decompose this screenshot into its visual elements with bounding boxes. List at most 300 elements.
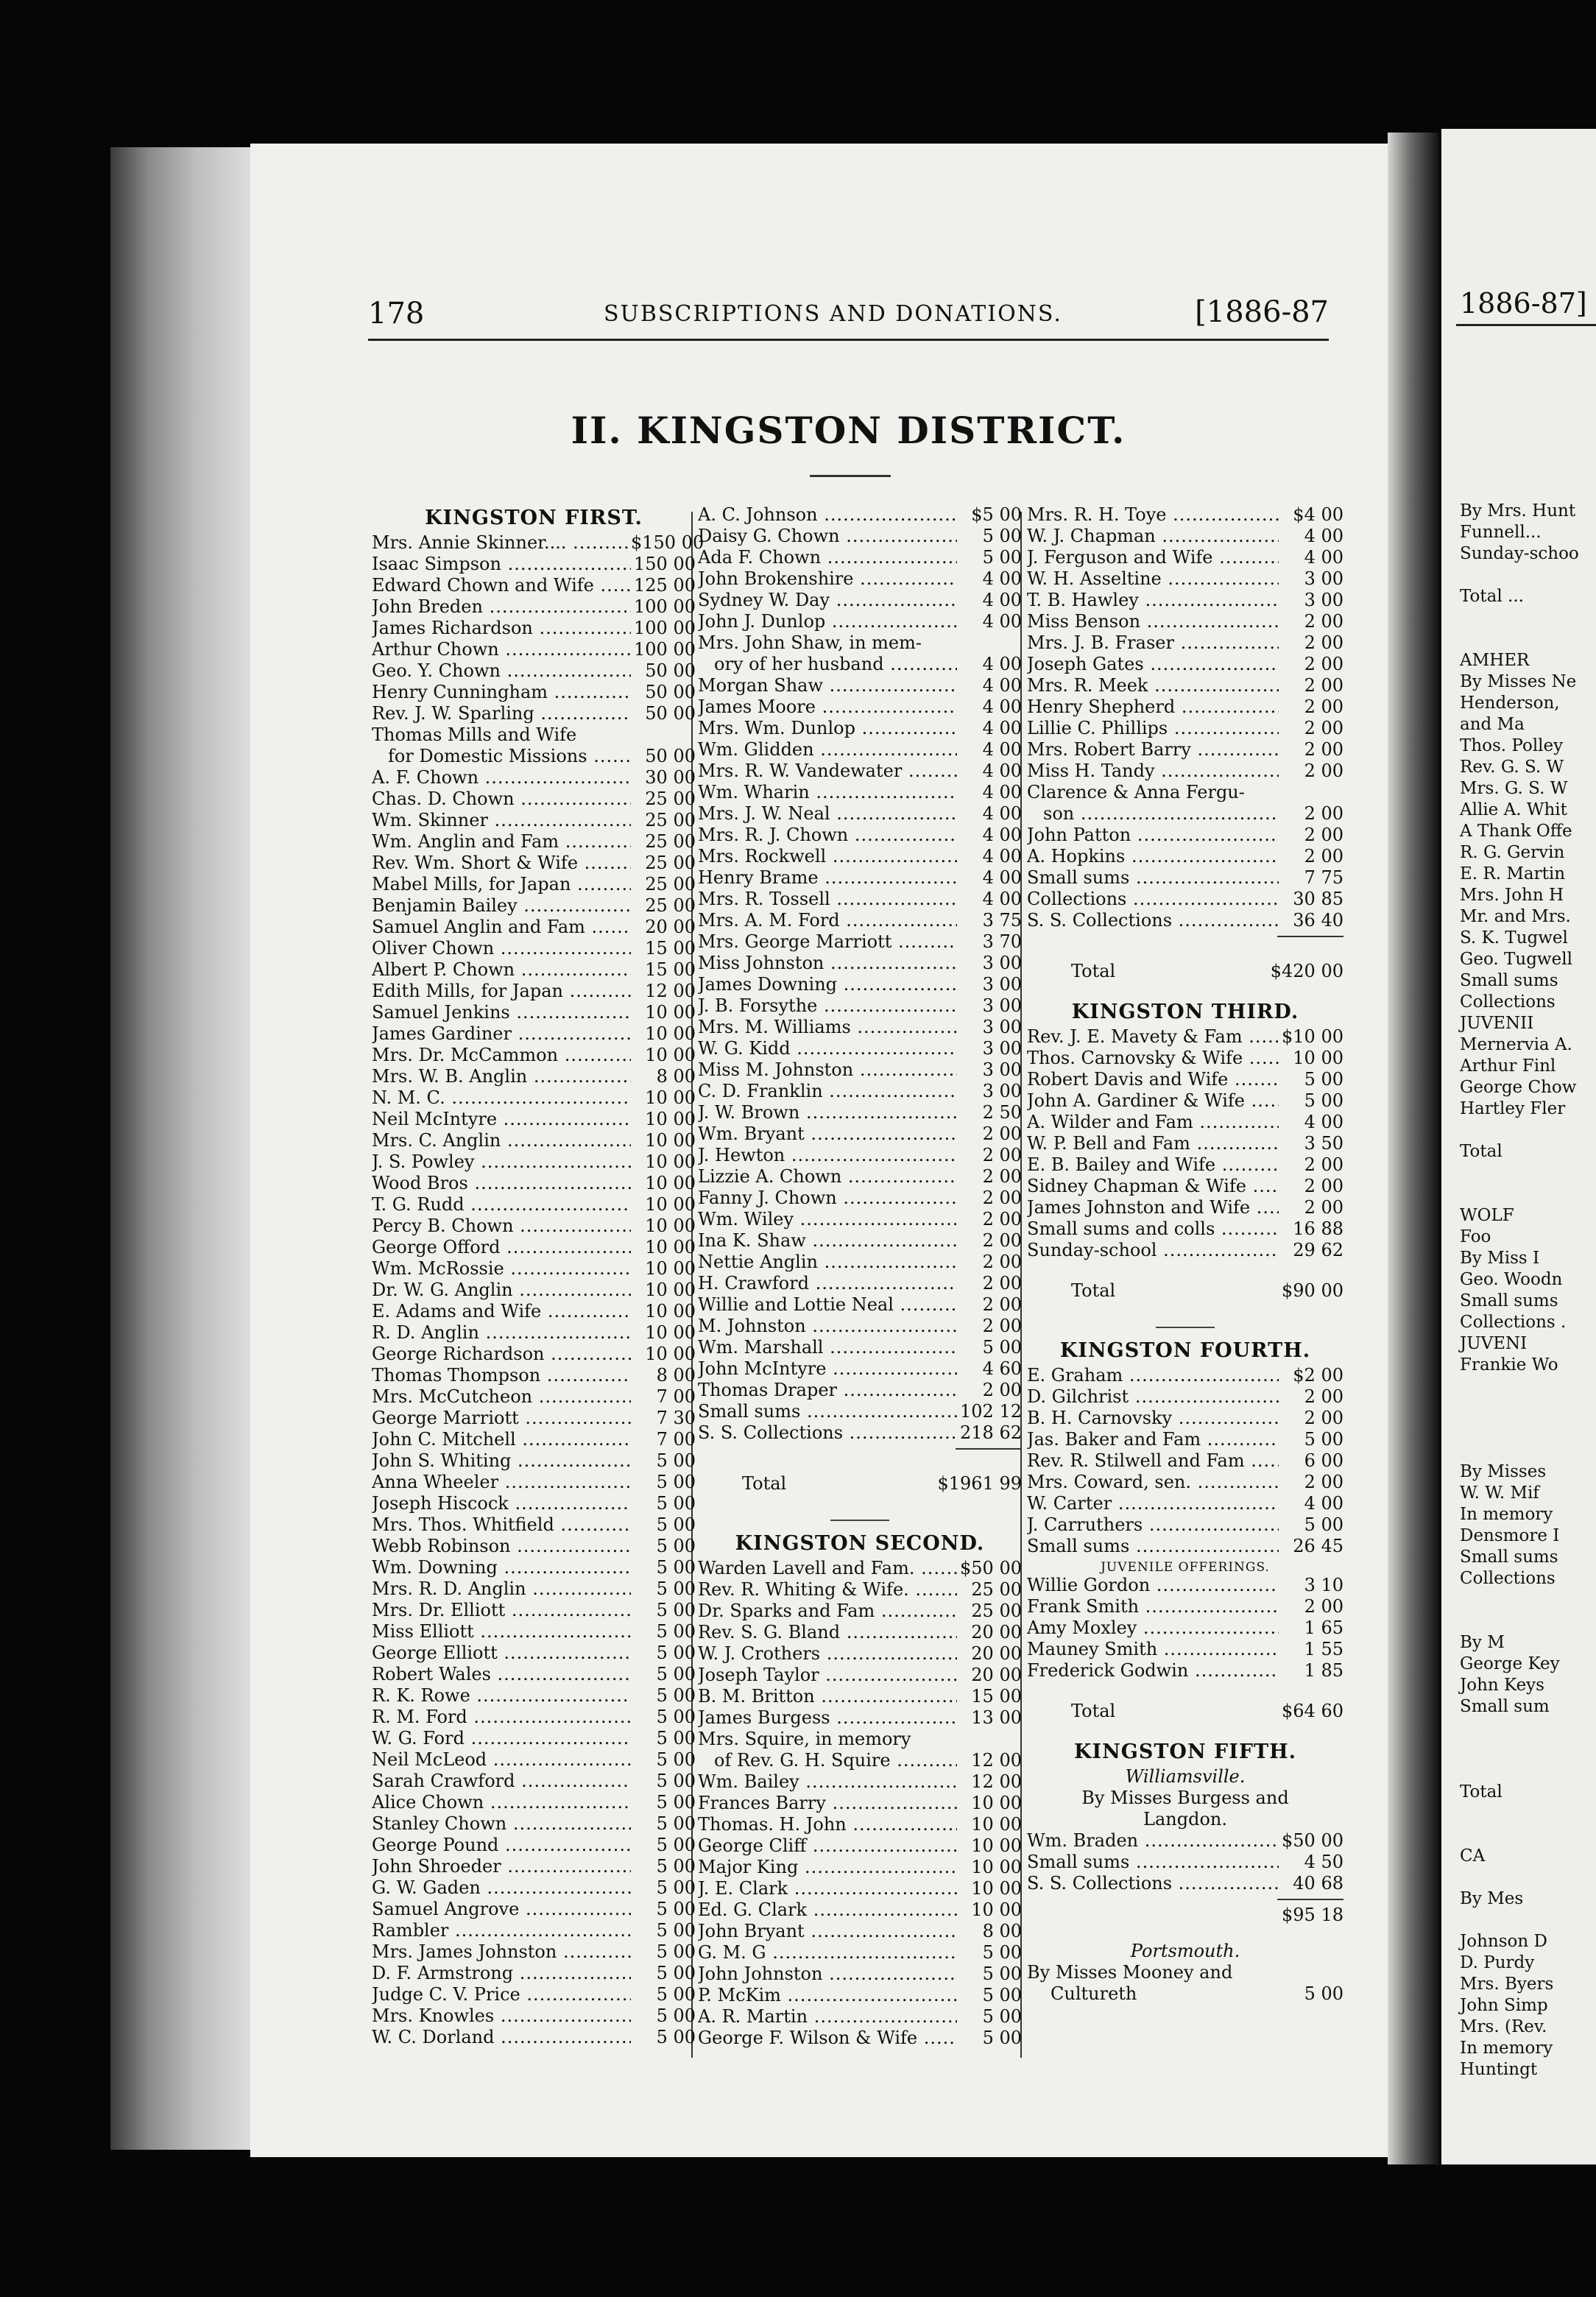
- entry-row: [698, 1380, 1022, 1401]
- entry-amount: $50 00: [1282, 1830, 1343, 1851]
- entry-row: [372, 1194, 696, 1215]
- entry-name: Dr. W. G. Anglin .....: [372, 1280, 631, 1301]
- right-page-line: [1460, 1739, 1579, 1760]
- entry-row: [372, 1771, 696, 1792]
- entry-amount: $10 00: [1282, 1026, 1343, 1047]
- entry-name: Thos. Carnovsky & Wife .....: [1027, 1048, 1279, 1069]
- entry-name: B. M. Britton .....: [698, 1686, 957, 1707]
- entry-name: Warden Lavell and Fam. .....: [698, 1558, 957, 1579]
- entry-amount: 20 00: [971, 1665, 1022, 1685]
- entry-name: James Johnston and Wife .....: [1027, 1197, 1279, 1218]
- entry-row: [698, 547, 1022, 568]
- entry-amount: 4 00: [982, 803, 1022, 824]
- entry-row: [1027, 910, 1343, 931]
- entry-name: Albert P. Chown .....: [372, 959, 631, 981]
- entry-row: [698, 739, 1022, 761]
- right-page-line: D. Purdy: [1460, 1953, 1535, 1972]
- entry-amount: 10 00: [645, 1109, 696, 1129]
- entry-name: George Pound .....: [372, 1835, 631, 1856]
- kingston-fifth-list: [1027, 1830, 1343, 1894]
- right-page-line: Funnell...: [1460, 523, 1542, 542]
- entry-row: [1027, 1429, 1343, 1450]
- entry-amount: 2 00: [1304, 825, 1343, 845]
- entry-amount: 2 00: [1304, 1386, 1343, 1407]
- entry-amount: 7 75: [1304, 867, 1343, 888]
- entry-amount: 5 00: [1304, 1090, 1343, 1111]
- entry-amount: 2 00: [1304, 1197, 1343, 1218]
- entry-row: [698, 953, 1022, 974]
- right-page-line: Huntingt: [1460, 2060, 1538, 2079]
- entry-amount: 2 00: [982, 1316, 1022, 1336]
- entry-amount: 5 00: [656, 1600, 696, 1620]
- entry-amount: 4 00: [982, 761, 1022, 781]
- entry-row: [372, 959, 696, 981]
- entry-row: [372, 767, 696, 788]
- entry-name: R. M. Ford .....: [372, 1707, 631, 1728]
- entry-amount: 102 12: [960, 1401, 1022, 1422]
- entry-amount: 4 00: [982, 675, 1022, 696]
- entry-row: [698, 1921, 1022, 1942]
- entry-name: Judge C. V. Price .....: [372, 1984, 631, 2005]
- kingston-fourth-total: Total $64 60: [1071, 1701, 1343, 1721]
- right-page-line: [1460, 1120, 1579, 1141]
- right-page-line: Rev. G. S. W: [1460, 758, 1564, 777]
- entry-row: [372, 1237, 696, 1258]
- entry-amount: 5 00: [656, 1621, 696, 1642]
- entry-row: [372, 1728, 696, 1749]
- entry-row: [1027, 1536, 1343, 1557]
- entry-amount: 26 45: [1293, 1536, 1343, 1556]
- entry-row: [1027, 1176, 1343, 1197]
- entry-name: E. Adams and Wife .....: [372, 1301, 631, 1322]
- entry-row: [698, 1579, 1022, 1601]
- entry-amount: 3 00: [982, 974, 1022, 995]
- entry-amount: 5 00: [656, 1664, 696, 1684]
- entry-row: [1027, 696, 1343, 718]
- entry-row: [372, 1322, 696, 1344]
- entry-row: [372, 1963, 696, 1984]
- entry-name: Mrs. W. B. Anglin .....: [372, 1066, 631, 1087]
- entry-row: [1027, 1408, 1343, 1429]
- entry-name: Neil McLeod .....: [372, 1749, 631, 1771]
- entry-amount: 3 00: [982, 1017, 1022, 1037]
- entry-row: [698, 931, 1022, 953]
- book-gutter: [1388, 133, 1439, 2164]
- entry-row: [698, 568, 1022, 590]
- right-page-line: E. R. Martin: [1460, 864, 1566, 883]
- kingston-third-total: Total $90 00: [1071, 1280, 1343, 1301]
- entry-name: Mrs. Thos. Whitfield .....: [372, 1514, 631, 1536]
- entry-name: Morgan Shaw .....: [698, 675, 957, 696]
- entry-row: [1027, 632, 1343, 654]
- entry-row: [1027, 1617, 1343, 1639]
- entry-name: Geo. Y. Chown .....: [372, 660, 631, 682]
- entry-amount: 10 00: [1293, 1048, 1343, 1068]
- entry-amount: $50 00: [960, 1558, 1022, 1578]
- entry-name: J. Carruthers .....: [1027, 1514, 1279, 1536]
- entry-name: T. B. Hawley .....: [1027, 590, 1279, 611]
- entry-row: [698, 1209, 1022, 1230]
- entry-row: [372, 746, 696, 767]
- entry-amount: 4 00: [982, 846, 1022, 867]
- entry-name: Joseph Taylor .....: [698, 1665, 957, 1686]
- entry-row: [372, 682, 696, 703]
- entry-row: [698, 889, 1022, 910]
- entry-row: [372, 810, 696, 831]
- entry-amount: 5 00: [656, 2027, 696, 2047]
- entry-row: [372, 2027, 696, 2048]
- entry-row: [372, 1408, 696, 1429]
- entry-row: [372, 1087, 696, 1109]
- entry-amount: 15 00: [971, 1686, 1022, 1707]
- entry-amount: 5 00: [656, 1578, 696, 1599]
- entry-name: Joseph Gates .....: [1027, 654, 1279, 675]
- entry-row: [1027, 1365, 1343, 1386]
- entry-name: Samuel Angrove .....: [372, 1899, 631, 1920]
- section-heading-kingston-fourth: KINGSTON FOURTH.: [1059, 1339, 1311, 1362]
- entry-name: Mrs. A. M. Ford .....: [698, 910, 957, 931]
- entry-row: [372, 831, 696, 853]
- entry-amount: 10 00: [645, 1130, 696, 1151]
- entry-name: Wm. Wharin .....: [698, 782, 957, 803]
- section-rule: [698, 1514, 1022, 1530]
- entry-row: [372, 1066, 696, 1087]
- by-line: Langdon.: [1143, 1809, 1227, 1830]
- entry-row: [698, 611, 1022, 632]
- entry-row: [1027, 1026, 1343, 1048]
- running-year: [1886-87: [1195, 295, 1329, 329]
- right-page-year: 1886-87]: [1460, 287, 1587, 320]
- right-page-line: Mrs. Byers: [1460, 1975, 1554, 1994]
- right-page-line: Mrs. (Rev.: [1460, 2017, 1547, 2036]
- entry-name: W. G. Ford .....: [372, 1728, 631, 1749]
- entry-amount: 5 00: [982, 526, 1022, 546]
- entry-row: [698, 504, 1022, 526]
- entry-name: Wm. McRossie .....: [372, 1258, 631, 1280]
- entry-name: John McIntyre .....: [698, 1358, 957, 1380]
- kingston-fourth-list: [1027, 1365, 1343, 1557]
- entry-name: Small sums .....: [1027, 1852, 1279, 1873]
- entry-name: Wm. Anglin and Fam .....: [372, 831, 631, 853]
- right-page-line: [1460, 1824, 1579, 1846]
- entry-row: [372, 575, 696, 596]
- entry-row: [698, 1358, 1022, 1380]
- entry-amount: 2 00: [982, 1294, 1022, 1315]
- entry-name: George Marriott .....: [372, 1408, 631, 1429]
- entry-name: Sidney Chapman & Wife .....: [1027, 1176, 1279, 1197]
- right-page-header-rule: [1456, 324, 1596, 326]
- entry-name: J. B. Forsythe .....: [698, 995, 957, 1017]
- entry-row: [1027, 1386, 1343, 1408]
- entry-name: Benjamin Bailey .....: [372, 895, 631, 917]
- entry-name: Mrs. McCutcheon .....: [372, 1386, 631, 1408]
- entry-name: Ina K. Shaw .....: [698, 1230, 957, 1252]
- entry-amount: 2 00: [1304, 803, 1343, 824]
- entry-row: [372, 1536, 696, 1557]
- entry-amount: 15 00: [645, 938, 696, 959]
- entry-amount: 2 00: [982, 1230, 1022, 1251]
- entry-row: [698, 1771, 1022, 1793]
- entry-amount: 150 00: [634, 554, 696, 574]
- entry-row: [372, 1941, 696, 1963]
- entry-row: [1027, 889, 1343, 910]
- entry-amount: 8 00: [656, 1066, 696, 1087]
- entry-row: [1027, 1493, 1343, 1514]
- entry-name: W. H. Asseltine .....: [1027, 568, 1279, 590]
- entry-amount: 2 00: [1304, 739, 1343, 760]
- entry-amount: 25 00: [645, 810, 696, 830]
- entry-row: [372, 1280, 696, 1301]
- entry-name: W. P. Bell and Fam .....: [1027, 1133, 1279, 1154]
- entry-row: [372, 1877, 696, 1899]
- entry-name: Wm. Wiley .....: [698, 1209, 957, 1230]
- entry-amount: 20 00: [645, 917, 696, 937]
- kingston-first-cont-list: [698, 504, 1022, 1444]
- right-page-line: W. W. Mif: [1460, 1483, 1539, 1503]
- entry-name: Mrs. Squire, in memory: [698, 1729, 911, 1749]
- entry-name: Willie and Lottie Neal .....: [698, 1294, 957, 1316]
- column-2: [698, 504, 1022, 2049]
- entry-name: Wm. Skinner .....: [372, 810, 631, 831]
- right-page: [1441, 129, 1596, 2164]
- entry-amount: 1 85: [1304, 1660, 1343, 1681]
- entry-amount: 4 00: [982, 825, 1022, 845]
- entry-amount: 50 00: [645, 682, 696, 702]
- title-rule: [810, 475, 891, 477]
- entry-row: [372, 1002, 696, 1023]
- entry-amount: 5 00: [982, 1963, 1022, 1984]
- entry-name: Mrs. R. D. Anglin .....: [372, 1578, 631, 1600]
- right-page-line: [1460, 565, 1579, 586]
- entry-amount: 25 00: [645, 874, 696, 895]
- entry-amount: 3 00: [982, 1038, 1022, 1059]
- book-page-edges: [110, 147, 265, 2150]
- running-head: [368, 291, 1329, 335]
- entry-name: R. K. Rowe .....: [372, 1685, 631, 1707]
- entry-row: [1027, 761, 1343, 782]
- right-page-line: Hartley Fler: [1460, 1099, 1566, 1118]
- entry-name: Frances Barry .....: [698, 1793, 957, 1814]
- entry-name: James Burgess .....: [698, 1707, 957, 1729]
- entry-name: Rev. S. G. Bland .....: [698, 1622, 957, 1643]
- entry-name: Lizzie A. Chown .....: [698, 1166, 957, 1188]
- entry-amount: 7 00: [656, 1386, 696, 1407]
- entry-amount: 5 00: [656, 1877, 696, 1898]
- entry-amount: 25 00: [645, 831, 696, 852]
- right-page-line: [1460, 1760, 1579, 1782]
- right-page-line: Mr. and Mrs.: [1460, 907, 1571, 926]
- right-page-line: JUVENI: [1460, 1334, 1528, 1353]
- juvenile-offerings-list: [1027, 1575, 1343, 1682]
- entry-name: Sarah Crawford .....: [372, 1771, 631, 1792]
- entry-amount: $5 00: [971, 504, 1022, 525]
- right-page-line: Collections: [1460, 1569, 1556, 1588]
- entry-row: [698, 696, 1022, 718]
- entry-amount: 2 00: [1304, 846, 1343, 867]
- kingston-second-list: [698, 1558, 1022, 2049]
- right-page-line: [1460, 1867, 1579, 1888]
- entry-row: [1027, 675, 1343, 696]
- entry-name: Miss H. Tandy .....: [1027, 761, 1279, 782]
- entry-amount: 10 00: [645, 1194, 696, 1215]
- entry-amount: 2 00: [982, 1123, 1022, 1144]
- right-page-line: Mernervia A.: [1460, 1035, 1572, 1054]
- sum-rule: [1027, 1894, 1343, 1905]
- right-page-line: Henderson,: [1460, 694, 1560, 713]
- entry-name: Percy B. Chown .....: [372, 1215, 631, 1237]
- entry-amount: 3 00: [982, 953, 1022, 973]
- kingston-third-list: [1027, 1026, 1343, 1261]
- entry-amount: 4 00: [1304, 547, 1343, 568]
- entry-name: A. C. Johnson .....: [698, 504, 957, 526]
- right-page-line: Densmore I: [1460, 1526, 1560, 1545]
- entry-row: [372, 1856, 696, 1877]
- entry-name: W. G. Kidd .....: [698, 1038, 957, 1059]
- entry-row: [372, 938, 696, 959]
- entry-amount: 125 00: [634, 575, 696, 596]
- section-heading-kingston-second: KINGSTON SECOND.: [735, 1532, 985, 1555]
- entry-amount: 10 00: [645, 1023, 696, 1044]
- entry-name: Anna Wheeler .....: [372, 1472, 631, 1493]
- entry-row: [372, 639, 696, 660]
- entry-row: [372, 1429, 696, 1450]
- entry-amount: 2 00: [1304, 761, 1343, 781]
- right-page-line: Johnson D: [1460, 1932, 1547, 1951]
- right-page-line: [1460, 1611, 1579, 1632]
- entry-row: [1027, 1596, 1343, 1617]
- entry-amount: 5 00: [656, 1835, 696, 1855]
- entry-row: [1027, 1660, 1343, 1682]
- right-page-line: Geo. Woodn: [1460, 1270, 1563, 1289]
- entry-name: J. E. Clark .....: [698, 1878, 957, 1899]
- entry-name: W. Carter .....: [1027, 1493, 1279, 1514]
- entry-row: [1027, 782, 1343, 803]
- entry-name: Oliver Chown .....: [372, 938, 631, 959]
- right-page-line: [1460, 1162, 1579, 1184]
- entry-amount: 5 00: [656, 1963, 696, 1983]
- entry-amount: 5 00: [982, 2006, 1022, 2027]
- entry-amount: 5 00: [982, 1942, 1022, 1963]
- column-1: [372, 504, 705, 2048]
- entry-name: John J. Dunlop .....: [698, 611, 957, 632]
- entry-name: E. Graham .....: [1027, 1365, 1279, 1386]
- entry-amount: 5 00: [656, 1984, 696, 2005]
- entry-amount: 4 60: [982, 1358, 1022, 1379]
- entry-name: John A. Gardiner & Wife .....: [1027, 1090, 1279, 1112]
- entry-name: Wm. Braden .....: [1027, 1830, 1279, 1852]
- entry-name: George Cliff .....: [698, 1835, 957, 1857]
- entry-amount: 12 00: [971, 1771, 1022, 1792]
- entry-name: Daisy G. Chown .....: [698, 526, 957, 547]
- entry-row: [372, 1792, 696, 1813]
- entry-row: [1027, 1154, 1343, 1176]
- entry-amount: 36 40: [1293, 910, 1343, 931]
- entry-row: [698, 1899, 1022, 1921]
- entry-name: Mrs. J. W. Neal .....: [698, 803, 957, 825]
- right-page-line: Geo. Tugwell: [1460, 950, 1572, 969]
- entry-amount: 5 00: [1304, 1429, 1343, 1450]
- section-rule: [1027, 1321, 1343, 1337]
- entry-name: Mrs. Annie Skinner.... .....: [372, 532, 631, 554]
- entry-row: [1027, 1830, 1343, 1852]
- entry-amount: 5 00: [656, 1643, 696, 1663]
- entry-name: Mrs. J. B. Fraser .....: [1027, 632, 1279, 654]
- entry-row: [698, 632, 1022, 654]
- entry-row: [372, 1600, 696, 1621]
- sum-rule: [1027, 931, 1343, 942]
- entry-row: [698, 1793, 1022, 1814]
- entry-row: [372, 1450, 696, 1472]
- entry-amount: 1 65: [1304, 1617, 1343, 1638]
- entry-amount: 10 00: [971, 1857, 1022, 1877]
- right-page-line: [1460, 1803, 1579, 1824]
- entry-amount: 3 75: [982, 910, 1022, 931]
- right-page-line: S. K. Tugwel: [1460, 928, 1568, 948]
- entry-amount: $2 00: [1293, 1365, 1343, 1386]
- entry-amount: 10 00: [645, 1215, 696, 1236]
- right-page-line: [1460, 607, 1579, 629]
- entry-row: [1027, 1218, 1343, 1240]
- right-page-line: Mrs. G. S. W: [1460, 779, 1568, 798]
- entry-name: Jas. Baker and Fam .....: [1027, 1429, 1279, 1450]
- entry-name: Miss Elliott .....: [372, 1621, 631, 1643]
- portsmouth-by-line: By Misses Mooney and: [1027, 1962, 1233, 1983]
- entry-name: Small sums .....: [1027, 1536, 1279, 1557]
- entry-row: [1027, 803, 1343, 825]
- entry-name: Mrs. R. H. Toye .....: [1027, 504, 1279, 526]
- entry-amount: 4 00: [982, 739, 1022, 760]
- entry-row: [372, 703, 696, 724]
- entry-name: Mrs. M. Williams .....: [698, 1017, 957, 1038]
- entry-amount: 4 00: [982, 611, 1022, 632]
- entry-amount: 100 00: [634, 639, 696, 660]
- entry-amount: 25 00: [971, 1579, 1022, 1600]
- entry-amount: 5 00: [656, 1685, 696, 1706]
- entry-amount: 8 00: [982, 1921, 1022, 1941]
- entry-name: W. J. Chapman .....: [1027, 526, 1279, 547]
- entry-name: Samuel Anglin and Fam .....: [372, 917, 631, 938]
- entry-row: [372, 895, 696, 917]
- entry-amount: 4 00: [1304, 526, 1343, 546]
- right-page-line: By Miss I: [1460, 1249, 1540, 1268]
- entry-amount: 50 00: [645, 660, 696, 681]
- entry-amount: 25 00: [645, 853, 696, 873]
- entry-row: [372, 554, 696, 575]
- entry-amount: 3 00: [982, 995, 1022, 1016]
- right-page-line: CA: [1460, 1846, 1486, 1866]
- section-heading-kingston-fifth: KINGSTON FIFTH.: [1074, 1740, 1296, 1763]
- entry-name: Mrs. R. J. Chown .....: [698, 825, 957, 846]
- right-page-line: In memory: [1460, 2039, 1553, 2058]
- entry-name: Clarence & Anna Fergu-: [1027, 782, 1245, 802]
- entry-row: [698, 1750, 1022, 1771]
- right-page-line: Thos. Polley: [1460, 736, 1564, 755]
- entry-row: [698, 1985, 1022, 2006]
- entry-name: B. H. Carnovsky .....: [1027, 1408, 1279, 1429]
- entry-row: [698, 1963, 1022, 1985]
- entry-name: A. Wilder and Fam .....: [1027, 1112, 1279, 1133]
- entry-row: [372, 1835, 696, 1856]
- entry-name: Dr. Sparks and Fam .....: [698, 1601, 957, 1622]
- entry-row: [698, 1230, 1022, 1252]
- entry-amount: 3 10: [1304, 1575, 1343, 1595]
- entry-row: [372, 1557, 696, 1578]
- entry-name: Amy Moxley .....: [1027, 1617, 1279, 1639]
- right-page-line: George Chow: [1460, 1078, 1577, 1097]
- entry-row: [372, 1130, 696, 1151]
- entry-amount: 16 88: [1293, 1218, 1343, 1239]
- entry-row: [372, 1365, 696, 1386]
